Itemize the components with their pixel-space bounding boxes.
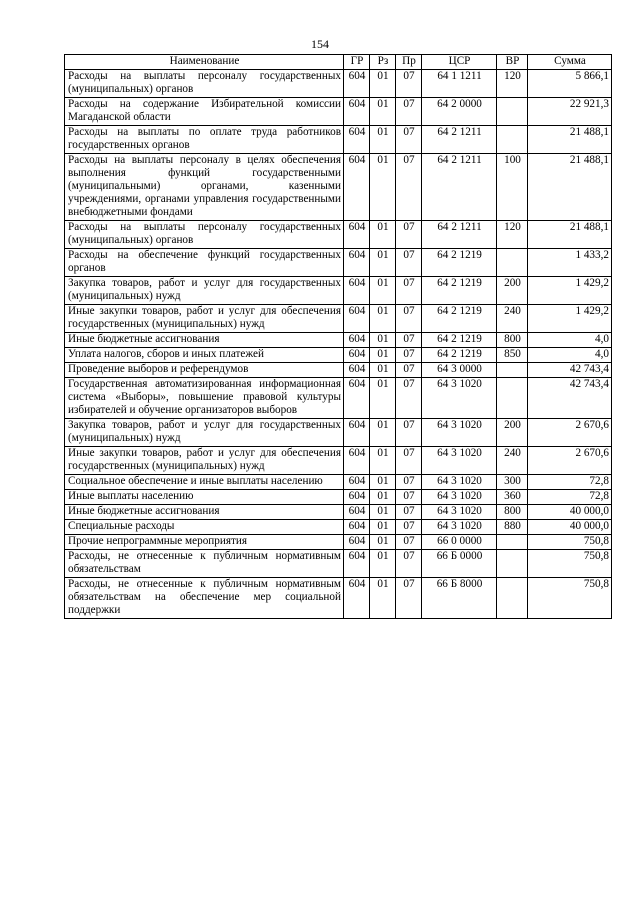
table-row bbox=[65, 363, 612, 378]
page-number: 154 bbox=[311, 37, 329, 51]
cell-pr: 07 bbox=[396, 378, 422, 419]
table-row bbox=[65, 447, 612, 475]
cell-gr: 604 bbox=[344, 70, 370, 98]
cell-gr: 604 bbox=[344, 419, 370, 447]
table-row bbox=[65, 348, 612, 363]
cell-sum: 1 433,2 bbox=[528, 249, 612, 277]
cell-vr: 880 bbox=[497, 520, 528, 535]
cell-sum: 4,0 bbox=[528, 333, 612, 348]
cell-vr: 120 bbox=[497, 70, 528, 98]
cell-csr: 64 3 1020 bbox=[422, 378, 497, 419]
cell-name: Расходы на обеспечение функций государственных органов bbox=[65, 249, 344, 277]
cell-sum: 21 488,1 bbox=[528, 221, 612, 249]
cell-sum: 5 866,1 bbox=[528, 70, 612, 98]
cell-vr bbox=[497, 98, 528, 126]
table-row bbox=[65, 490, 612, 505]
cell-rz: 01 bbox=[370, 535, 396, 550]
cell-name: Проведение выборов и референдумов bbox=[65, 363, 344, 378]
cell-gr: 604 bbox=[344, 154, 370, 221]
cell-name: Государственная автоматизированная информационная система «Выборы», повышение правовой культуры избирателей и обучение организаторов выборов bbox=[65, 378, 344, 419]
cell-sum: 40 000,0 bbox=[528, 520, 612, 535]
cell-gr: 604 bbox=[344, 249, 370, 277]
header-sum: Сумма bbox=[528, 55, 612, 70]
cell-csr: 66 Б 0000 bbox=[422, 550, 497, 578]
cell-pr: 07 bbox=[396, 348, 422, 363]
header-vr: ВР bbox=[497, 55, 528, 70]
cell-vr: 200 bbox=[497, 419, 528, 447]
cell-pr: 07 bbox=[396, 363, 422, 378]
cell-pr: 07 bbox=[396, 221, 422, 249]
table-row bbox=[65, 126, 612, 154]
cell-vr bbox=[497, 535, 528, 550]
table-row bbox=[65, 550, 612, 578]
cell-rz: 01 bbox=[370, 348, 396, 363]
cell-gr: 604 bbox=[344, 305, 370, 333]
cell-sum: 750,8 bbox=[528, 550, 612, 578]
table-row bbox=[65, 277, 612, 305]
table-row bbox=[65, 333, 612, 348]
cell-pr: 07 bbox=[396, 535, 422, 550]
table-row bbox=[65, 378, 612, 419]
cell-vr: 300 bbox=[497, 475, 528, 490]
cell-pr: 07 bbox=[396, 490, 422, 505]
cell-csr: 64 2 1219 bbox=[422, 348, 497, 363]
cell-vr bbox=[497, 249, 528, 277]
header-gr: ГР bbox=[344, 55, 370, 70]
cell-name: Иные бюджетные ассигнования bbox=[65, 333, 344, 348]
cell-vr: 360 bbox=[497, 490, 528, 505]
cell-rz: 01 bbox=[370, 126, 396, 154]
cell-pr: 07 bbox=[396, 505, 422, 520]
cell-pr: 07 bbox=[396, 249, 422, 277]
cell-sum: 21 488,1 bbox=[528, 126, 612, 154]
cell-pr: 07 bbox=[396, 154, 422, 221]
table-header-row bbox=[65, 55, 612, 70]
cell-rz: 01 bbox=[370, 505, 396, 520]
cell-vr: 200 bbox=[497, 277, 528, 305]
cell-vr: 240 bbox=[497, 305, 528, 333]
cell-pr: 07 bbox=[396, 98, 422, 126]
cell-name: Расходы на выплаты персоналу государственных (муниципальных) органов bbox=[65, 221, 344, 249]
cell-pr: 07 bbox=[396, 475, 422, 490]
cell-csr: 64 2 1219 bbox=[422, 305, 497, 333]
cell-sum: 1 429,2 bbox=[528, 305, 612, 333]
cell-name: Закупка товаров, работ и услуг для государственных (муниципальных) нужд bbox=[65, 419, 344, 447]
cell-name: Расходы на выплаты персоналу в целях обеспечения выполнения функций государственными (муниципальными) органами, казенными учреждениями, органами управления государственными внебюджетными фондами bbox=[65, 154, 344, 221]
cell-vr: 120 bbox=[497, 221, 528, 249]
cell-pr: 07 bbox=[396, 520, 422, 535]
table-row bbox=[65, 98, 612, 126]
cell-gr: 604 bbox=[344, 98, 370, 126]
cell-gr: 604 bbox=[344, 447, 370, 475]
cell-csr: 64 1 1211 bbox=[422, 70, 497, 98]
cell-gr: 604 bbox=[344, 520, 370, 535]
cell-name: Социальное обеспечение и иные выплаты населению bbox=[65, 475, 344, 490]
cell-rz: 01 bbox=[370, 154, 396, 221]
cell-gr: 604 bbox=[344, 578, 370, 619]
cell-gr: 604 bbox=[344, 126, 370, 154]
cell-gr: 604 bbox=[344, 363, 370, 378]
cell-rz: 01 bbox=[370, 378, 396, 419]
cell-rz: 01 bbox=[370, 249, 396, 277]
cell-rz: 01 bbox=[370, 221, 396, 249]
cell-rz: 01 bbox=[370, 550, 396, 578]
table-row bbox=[65, 505, 612, 520]
cell-csr: 64 2 1219 bbox=[422, 249, 497, 277]
cell-csr: 64 2 0000 bbox=[422, 98, 497, 126]
cell-csr: 64 3 1020 bbox=[422, 490, 497, 505]
cell-rz: 01 bbox=[370, 277, 396, 305]
cell-rz: 01 bbox=[370, 447, 396, 475]
cell-pr: 07 bbox=[396, 126, 422, 154]
table-body bbox=[65, 70, 612, 619]
cell-vr bbox=[497, 363, 528, 378]
cell-name: Специальные расходы bbox=[65, 520, 344, 535]
cell-csr: 64 2 1211 bbox=[422, 221, 497, 249]
cell-rz: 01 bbox=[370, 475, 396, 490]
cell-csr: 64 2 1211 bbox=[422, 154, 497, 221]
table-row bbox=[65, 475, 612, 490]
cell-sum: 2 670,6 bbox=[528, 419, 612, 447]
cell-vr: 850 bbox=[497, 348, 528, 363]
cell-csr: 64 3 1020 bbox=[422, 419, 497, 447]
cell-sum: 750,8 bbox=[528, 578, 612, 619]
cell-csr: 66 Б 8000 bbox=[422, 578, 497, 619]
cell-name: Иные выплаты населению bbox=[65, 490, 344, 505]
table-row bbox=[65, 419, 612, 447]
cell-name: Расходы на выплаты по оплате труда работников государственных органов bbox=[65, 126, 344, 154]
cell-pr: 07 bbox=[396, 305, 422, 333]
table-row bbox=[65, 305, 612, 333]
cell-csr: 64 2 1219 bbox=[422, 277, 497, 305]
cell-rz: 01 bbox=[370, 490, 396, 505]
cell-sum: 750,8 bbox=[528, 535, 612, 550]
cell-name: Уплата налогов, сборов и иных платежей bbox=[65, 348, 344, 363]
cell-vr bbox=[497, 378, 528, 419]
header-pr: Пр bbox=[396, 55, 422, 70]
cell-csr: 66 0 0000 bbox=[422, 535, 497, 550]
cell-sum: 2 670,6 bbox=[528, 447, 612, 475]
cell-sum: 42 743,4 bbox=[528, 378, 612, 419]
table-row bbox=[65, 221, 612, 249]
table-row bbox=[65, 70, 612, 98]
cell-sum: 42 743,4 bbox=[528, 363, 612, 378]
cell-gr: 604 bbox=[344, 221, 370, 249]
cell-gr: 604 bbox=[344, 490, 370, 505]
cell-vr bbox=[497, 578, 528, 619]
cell-sum: 1 429,2 bbox=[528, 277, 612, 305]
cell-gr: 604 bbox=[344, 348, 370, 363]
budget-table bbox=[64, 54, 612, 619]
cell-name: Расходы на выплаты персоналу государственных (муниципальных) органов bbox=[65, 70, 344, 98]
cell-sum: 22 921,3 bbox=[528, 98, 612, 126]
cell-vr bbox=[497, 126, 528, 154]
table-row bbox=[65, 154, 612, 221]
header-csr: ЦСР bbox=[422, 55, 497, 70]
cell-csr: 64 3 1020 bbox=[422, 475, 497, 490]
cell-pr: 07 bbox=[396, 333, 422, 348]
cell-rz: 01 bbox=[370, 363, 396, 378]
cell-sum: 72,8 bbox=[528, 490, 612, 505]
cell-rz: 01 bbox=[370, 578, 396, 619]
cell-pr: 07 bbox=[396, 70, 422, 98]
cell-gr: 604 bbox=[344, 277, 370, 305]
table-row bbox=[65, 578, 612, 619]
cell-csr: 64 3 1020 bbox=[422, 520, 497, 535]
cell-gr: 604 bbox=[344, 333, 370, 348]
cell-sum: 40 000,0 bbox=[528, 505, 612, 520]
cell-csr: 64 3 0000 bbox=[422, 363, 497, 378]
cell-pr: 07 bbox=[396, 578, 422, 619]
header-name: Наименование bbox=[65, 55, 344, 70]
cell-name: Закупка товаров, работ и услуг для государственных (муниципальных) нужд bbox=[65, 277, 344, 305]
cell-rz: 01 bbox=[370, 520, 396, 535]
cell-rz: 01 bbox=[370, 98, 396, 126]
cell-name: Иные закупки товаров, работ и услуг для обеспечения государственных (муниципальных) нужд bbox=[65, 447, 344, 475]
cell-rz: 01 bbox=[370, 333, 396, 348]
cell-pr: 07 bbox=[396, 419, 422, 447]
cell-vr: 100 bbox=[497, 154, 528, 221]
cell-csr: 64 2 1219 bbox=[422, 333, 497, 348]
header-rz: Рз bbox=[370, 55, 396, 70]
cell-gr: 604 bbox=[344, 535, 370, 550]
cell-csr: 64 3 1020 bbox=[422, 447, 497, 475]
cell-gr: 604 bbox=[344, 550, 370, 578]
cell-rz: 01 bbox=[370, 419, 396, 447]
cell-vr: 240 bbox=[497, 447, 528, 475]
cell-name: Прочие непрограммные мероприятия bbox=[65, 535, 344, 550]
cell-pr: 07 bbox=[396, 550, 422, 578]
cell-name: Расходы на содержание Избирательной комиссии Магаданской области bbox=[65, 98, 344, 126]
cell-vr: 800 bbox=[497, 333, 528, 348]
cell-gr: 604 bbox=[344, 378, 370, 419]
cell-csr: 64 3 1020 bbox=[422, 505, 497, 520]
cell-rz: 01 bbox=[370, 70, 396, 98]
cell-sum: 72,8 bbox=[528, 475, 612, 490]
cell-pr: 07 bbox=[396, 277, 422, 305]
cell-sum: 4,0 bbox=[528, 348, 612, 363]
cell-gr: 604 bbox=[344, 505, 370, 520]
cell-name: Расходы, не отнесенные к публичным нормативным обязательствам на обеспечение мер социальной поддержки bbox=[65, 578, 344, 619]
cell-vr bbox=[497, 550, 528, 578]
table-row bbox=[65, 249, 612, 277]
cell-name: Иные бюджетные ассигнования bbox=[65, 505, 344, 520]
cell-name: Иные закупки товаров, работ и услуг для обеспечения государственных (муниципальных) нужд bbox=[65, 305, 344, 333]
cell-name: Расходы, не отнесенные к публичным нормативным обязательствам bbox=[65, 550, 344, 578]
cell-vr: 800 bbox=[497, 505, 528, 520]
cell-csr: 64 2 1211 bbox=[422, 126, 497, 154]
cell-gr: 604 bbox=[344, 475, 370, 490]
cell-pr: 07 bbox=[396, 447, 422, 475]
cell-sum: 21 488,1 bbox=[528, 154, 612, 221]
table-row bbox=[65, 535, 612, 550]
table-row bbox=[65, 520, 612, 535]
cell-rz: 01 bbox=[370, 305, 396, 333]
